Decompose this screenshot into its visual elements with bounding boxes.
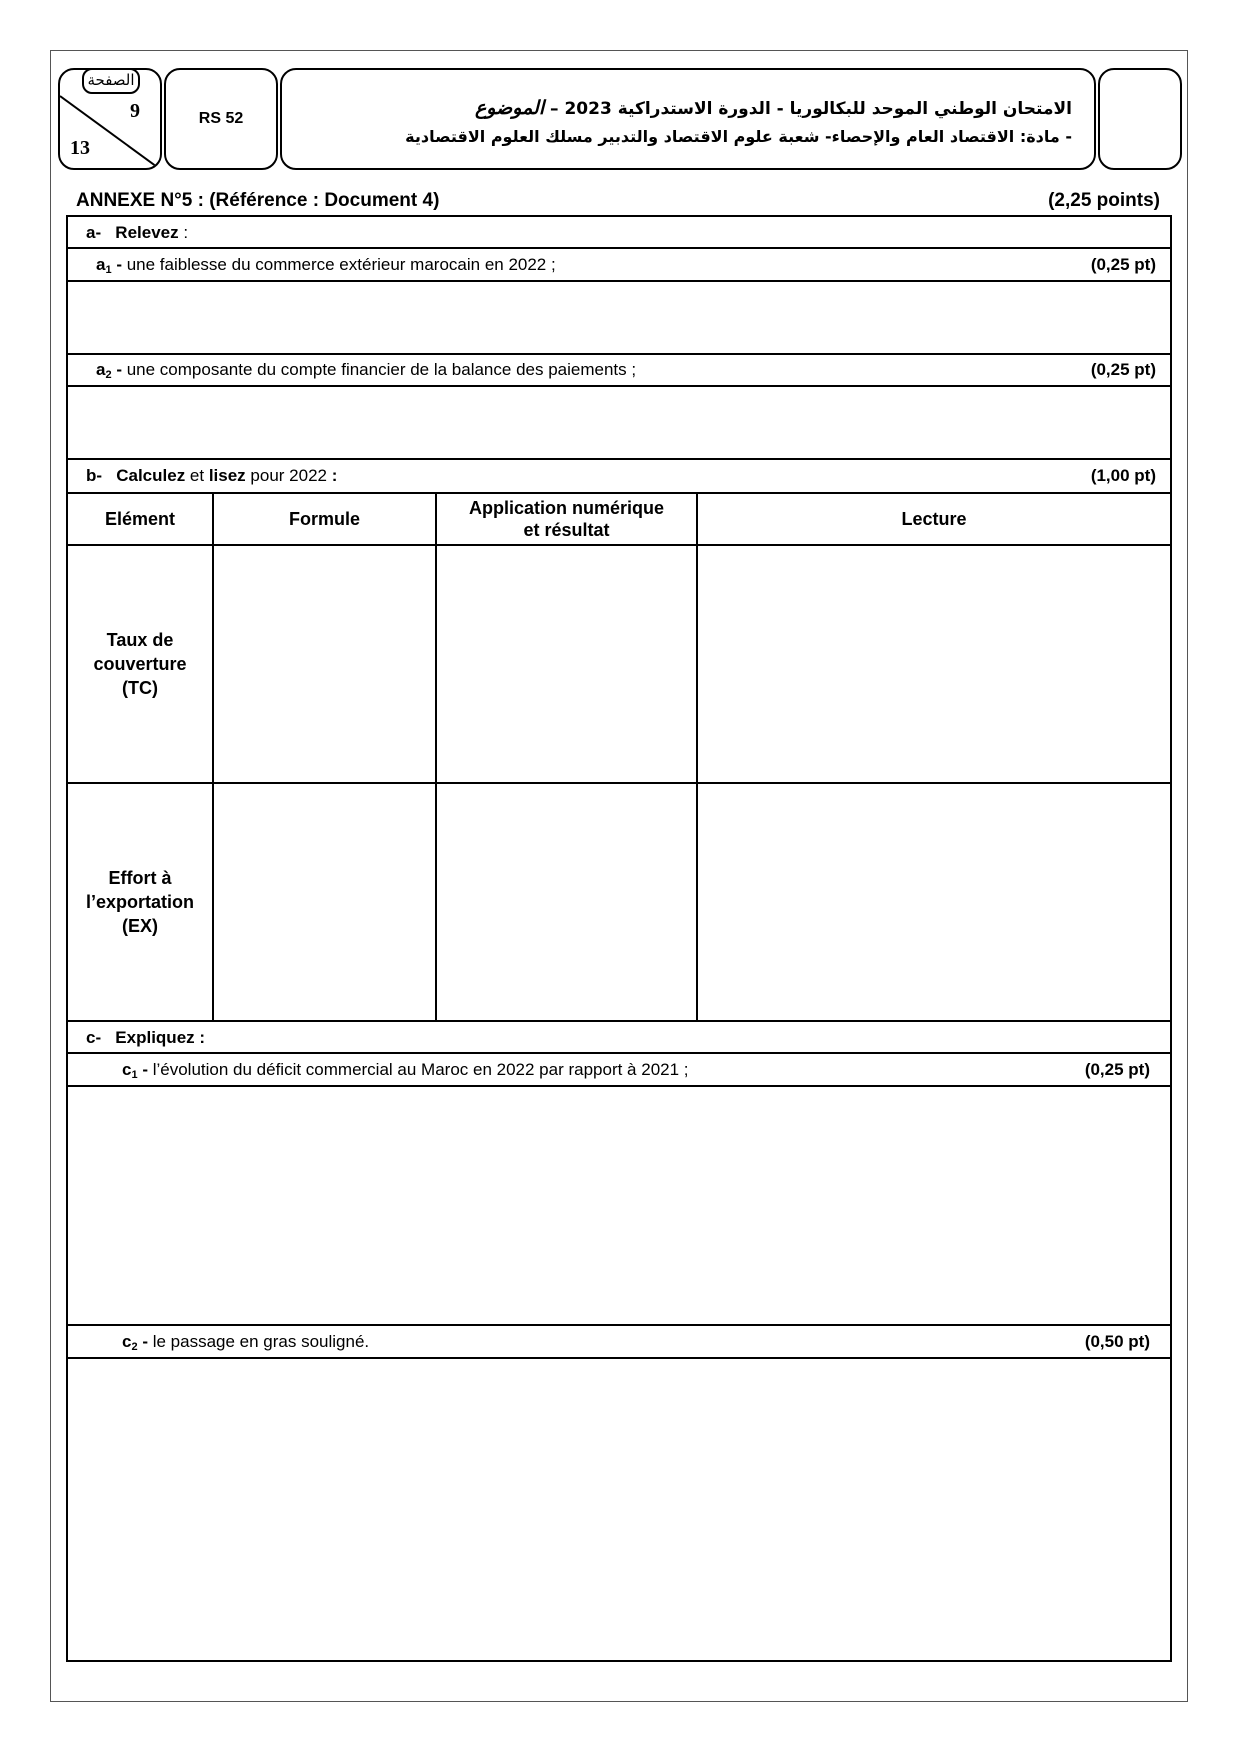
exam-title-sujet: الموضوع [474, 97, 545, 119]
cell-tc-application[interactable] [437, 546, 696, 782]
question-c1-text: l’évolution du déficit commercial au Maroc en 2022 par rapport à 2021 ; [152, 1060, 689, 1079]
question-c1-points: (0,25 pt) [1084, 1060, 1150, 1079]
annexe-title: ANNEXE N°5 : (Référence : Document 4) [76, 190, 440, 211]
exam-title-line2: - مادة: الاقتصاد العام والإحصاء- شعبة علوم الاقتصاد والتدبير مسلك العلوم الاقتصادية [405, 127, 1072, 146]
section-b-verb1: Calculez [116, 466, 186, 485]
exam-title-main: الامتحان الوطني الموحد للبكالوريا - الدورة الاستدراكية 2023 – [550, 99, 1072, 119]
page-current: 9 [130, 100, 140, 122]
exam-title-box [280, 68, 1096, 170]
question-c2: $c_2$ - le passage en gras souligné. [122, 1332, 370, 1353]
question-a1-points: (0,25 pt) [1090, 255, 1156, 274]
rule [66, 1324, 1172, 1326]
answer-a1-area[interactable] [68, 282, 1170, 352]
section-a-verb: Relevez [115, 223, 179, 242]
section-b-verb2: lisez [208, 466, 246, 485]
section-b-heading: b- Calculez et lisez pour 2022 : [86, 466, 338, 485]
cell-ex-application[interactable] [437, 784, 696, 1020]
page-total: 13 [70, 137, 90, 159]
section-c-heading: c- Expliquez : [86, 1028, 206, 1047]
exam-title-line1 [304, 94, 1072, 123]
exam-code: RS 52 [198, 110, 244, 127]
page-number-box [58, 68, 162, 170]
empty-header-box [1098, 68, 1182, 170]
question-a2: $a_2$ - une composante du compte financier de la balance des paiements ; [96, 360, 637, 381]
column-header-lecture: Lecture [901, 509, 967, 529]
question-c2-text: le passage en gras souligné. [152, 1332, 370, 1351]
question-a2-text: une composante du compte financier de la balance des paiements ; [126, 360, 637, 379]
page-label: الصفحة [82, 68, 140, 94]
question-a2-points: (0,25 pt) [1090, 360, 1156, 379]
row-label-ex: Effort à l’exportation (EX) [85, 868, 194, 936]
rule [66, 1052, 1172, 1054]
cell-tc-formule[interactable] [214, 546, 435, 782]
section-c-verb: Expliquez : [115, 1028, 206, 1047]
rule [66, 353, 1172, 355]
answer-c1-area[interactable] [68, 1087, 1170, 1323]
answer-a2-area[interactable] [68, 387, 1170, 457]
column-header-formule: Formule [288, 509, 360, 529]
exam-code-box [164, 68, 278, 170]
cell-ex-formule[interactable] [214, 784, 435, 1020]
section-b-points: (1,00 pt) [1090, 466, 1156, 485]
column-header-element: Elément [104, 509, 176, 529]
annexe-points: (2,25 points) [1048, 190, 1160, 211]
answer-c2-area[interactable] [68, 1359, 1170, 1660]
question-c2-points: (0,50 pt) [1084, 1332, 1150, 1351]
rule [66, 1020, 1172, 1022]
question-c1: $c_1$ - l’évolution du déficit commercial au Maroc en 2022 par rapport à 2021 ; [122, 1060, 689, 1081]
rule [66, 247, 1172, 249]
rule [66, 458, 1172, 460]
section-a-heading: a- Relevez : [86, 223, 189, 242]
column-header-application: Application numérique et résultat [468, 498, 664, 540]
question-a1: $a_1$ - une faiblesse du commerce extérieur marocain en 2022 ; [96, 255, 556, 276]
row-label-tc: Taux de couverture (TC) [93, 630, 187, 698]
cell-tc-lecture[interactable] [698, 546, 1170, 782]
question-a1-text: une faiblesse du commerce extérieur marocain en 2022 ; [126, 255, 556, 274]
cell-ex-lecture[interactable] [698, 784, 1170, 1020]
